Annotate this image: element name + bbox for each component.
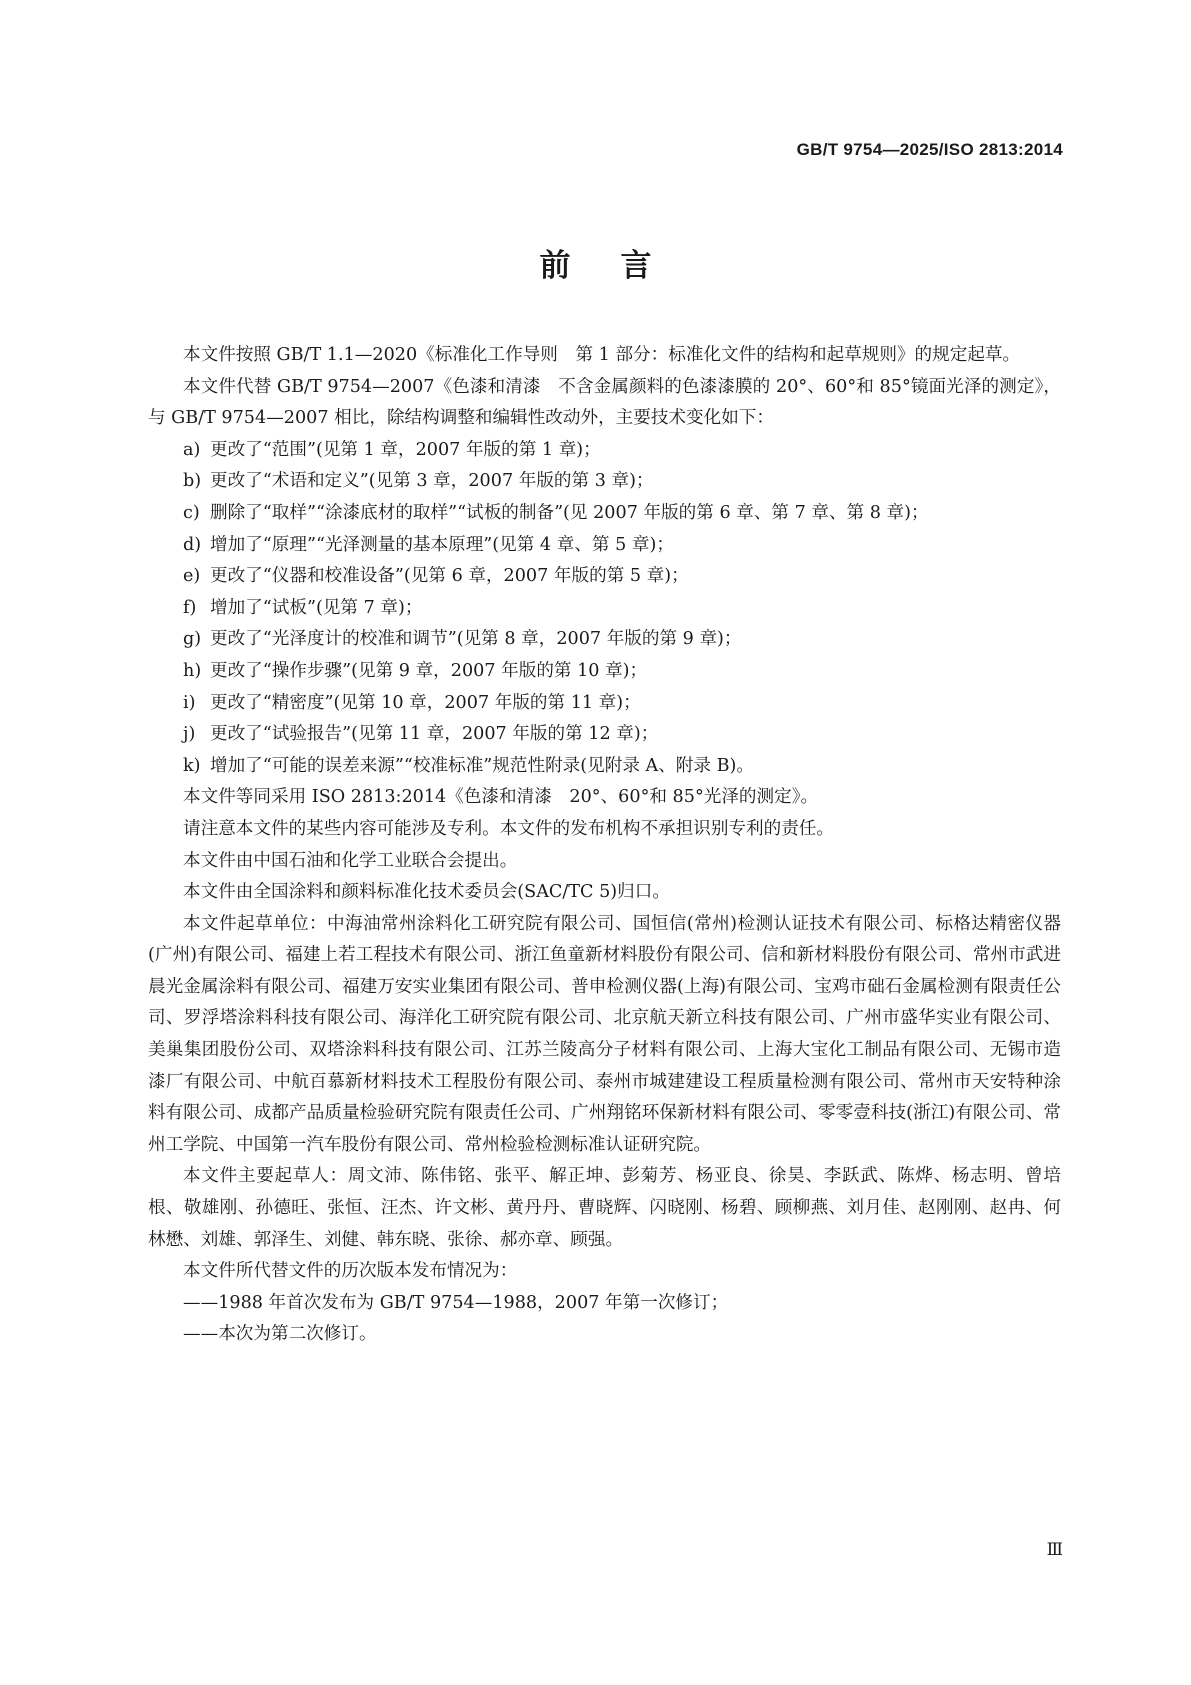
list-item: [148, 593, 1061, 625]
page-number: Ⅲ: [1046, 1540, 1063, 1560]
page-title: 前言: [539, 248, 702, 284]
history-item: ——1988 年首次发布为 GB/T 9754—1988，2007 年第一次修订；: [183, 1292, 729, 1313]
list-item-text: 更改了“仪器和校准设备”(见第 6 章，2007 年版的第 5 章)；: [210, 566, 689, 587]
list-item: [148, 530, 1061, 562]
list-item-text: 增加了“可能的误差来源”“校准标准”规范性附录(见附录 A、附录 B)。: [210, 755, 754, 776]
list-marker: f): [183, 597, 197, 618]
list-item: [148, 751, 1061, 783]
list-item: [148, 656, 1061, 688]
preface-body: [148, 340, 1061, 1351]
standard-code: GB/T 9754—2025/ISO 2813:2014: [796, 140, 1063, 159]
history-item: ——本次为第二次修订。: [183, 1324, 377, 1345]
paragraph-drafting-units: 本文件起草单位：中海油常州涂料化工研究院有限公司、国恒信(常州)检测认证技术有限公司、标格达精密仪器(广州)有限公司、福建上若工程技术有限公司、浙江鱼童新材料股份有限公司、信和新材料股份有限公司、常州市武进晨光金属涂料有限公司、福建万安实业集团有限公司、普申检测仪器(上海)有限公司、宝鸡市础石金属检测有限责任公司、罗浮塔涂料科技有限公司、海洋化工研究院有限公司、北京航天新立科技有限公司、广州市盛华实业有限公司、美巢集团股份公司、双塔涂料科技有限公司、江苏兰陵高分子材料有限公司、上海大宝化工制品有限公司、无锡市造漆厂有限公司、中航百慕新材料技术工程股份有限公司、泰州市城建建设工程质量检测有限公司、常州市天安特种涂料有限公司、成都产品质量检验研究院有限责任公司、广州翔铭环保新材料有限公司、零零壹科技(浙江)有限公司、常州工学院、中国第一汽车股份有限公司、常州检验检测标准认证研究院。: [148, 913, 1061, 1155]
list-item-text: 更改了“精密度”(见第 10 章，2007 年版的第 11 章)；: [210, 692, 641, 713]
list-marker: g): [183, 629, 202, 650]
list-item-text: 增加了“原理”“光泽测量的基本原理”(见第 4 章、第 5 章)；: [210, 534, 674, 555]
list-item-text: 增加了“试板”(见第 7 章)；: [210, 597, 423, 618]
list-item: [148, 466, 1061, 498]
paragraph-drafters: 本文件主要起草人：周文沛、陈伟铭、张平、解正坤、彭菊芳、杨亚良、徐昊、李跃武、陈烨、杨志明、曾培根、敬雄刚、孙德旺、张恒、汪杰、许文彬、黄丹丹、曹晓辉、闪晓刚、杨碧、顾柳燕、刘月佳、赵刚刚、赵冉、何林懋、刘雄、郭泽生、刘健、韩东晓、张徐、郝亦章、顾强。: [148, 1166, 1061, 1250]
list-item: [148, 498, 1061, 530]
paragraph-drafting-rules: 本文件按照 GB/T 1.1—2020《标准化工作导则 第 1 部分：标准化文件的结构和起草规则》的规定起草。: [183, 345, 1021, 365]
list-item-text: 删除了“取样”“涂漆底材的取样”“试板的制备”(见 2007 年版的第 6 章、第 7 章、第 8 章)；: [210, 502, 929, 523]
list-marker: i): [183, 692, 196, 713]
list-marker: a): [183, 439, 201, 460]
paragraph-patent: 请注意本文件的某些内容可能涉及专利。本文件的发布机构不承担识别专利的责任。: [183, 818, 834, 839]
paragraph-proposed-by: 本文件由中国石油和化学工业联合会提出。: [183, 850, 518, 871]
paragraph-replaces: 本文件代替 GB/T 9754—2007《色漆和清漆 不含金属颜料的色漆漆膜的 20°、60°和 85°镜面光泽的测定》，与 GB/T 9754—2007 相比，除结构调整和编辑性改动外，主要技术变化如下：: [148, 376, 1061, 429]
list-item: [148, 435, 1061, 467]
list-item-text: 更改了“范围”(见第 1 章，2007 年版的第 1 章)；: [210, 439, 601, 460]
list-item: [148, 624, 1061, 656]
paragraph-history-intro: 本文件所代替文件的历次版本发布情况为：: [183, 1261, 518, 1282]
list-item: [148, 719, 1061, 751]
list-marker: h): [183, 660, 202, 681]
list-marker: e): [183, 566, 201, 587]
list-marker: c): [183, 502, 200, 523]
paragraph-adoption: 本文件等同采用 ISO 2813:2014《色漆和清漆 20°、60°和 85°光泽的测定》。: [183, 787, 819, 808]
changes-list: [148, 435, 1061, 783]
paragraph-centralized-by: 本文件由全国涂料和颜料标准化技术委员会(SAC/TC 5)归口。: [183, 882, 670, 903]
list-marker: d): [183, 534, 202, 555]
list-item-text: 更改了“操作步骤”(见第 9 章，2007 年版的第 10 章)；: [210, 660, 648, 681]
list-marker: j): [183, 724, 196, 745]
list-marker: b): [183, 471, 202, 492]
list-item-text: 更改了“试验报告”(见第 11 章，2007 年版的第 12 章)；: [210, 724, 659, 745]
list-marker: k): [183, 755, 201, 776]
list-item-text: 更改了“光泽度计的校准和调节”(见第 8 章，2007 年版的第 9 章)；: [210, 629, 742, 650]
list-item: [148, 561, 1061, 593]
list-item: [148, 688, 1061, 720]
list-item-text: 更改了“术语和定义”(见第 3 章，2007 年版的第 3 章)；: [210, 471, 654, 492]
